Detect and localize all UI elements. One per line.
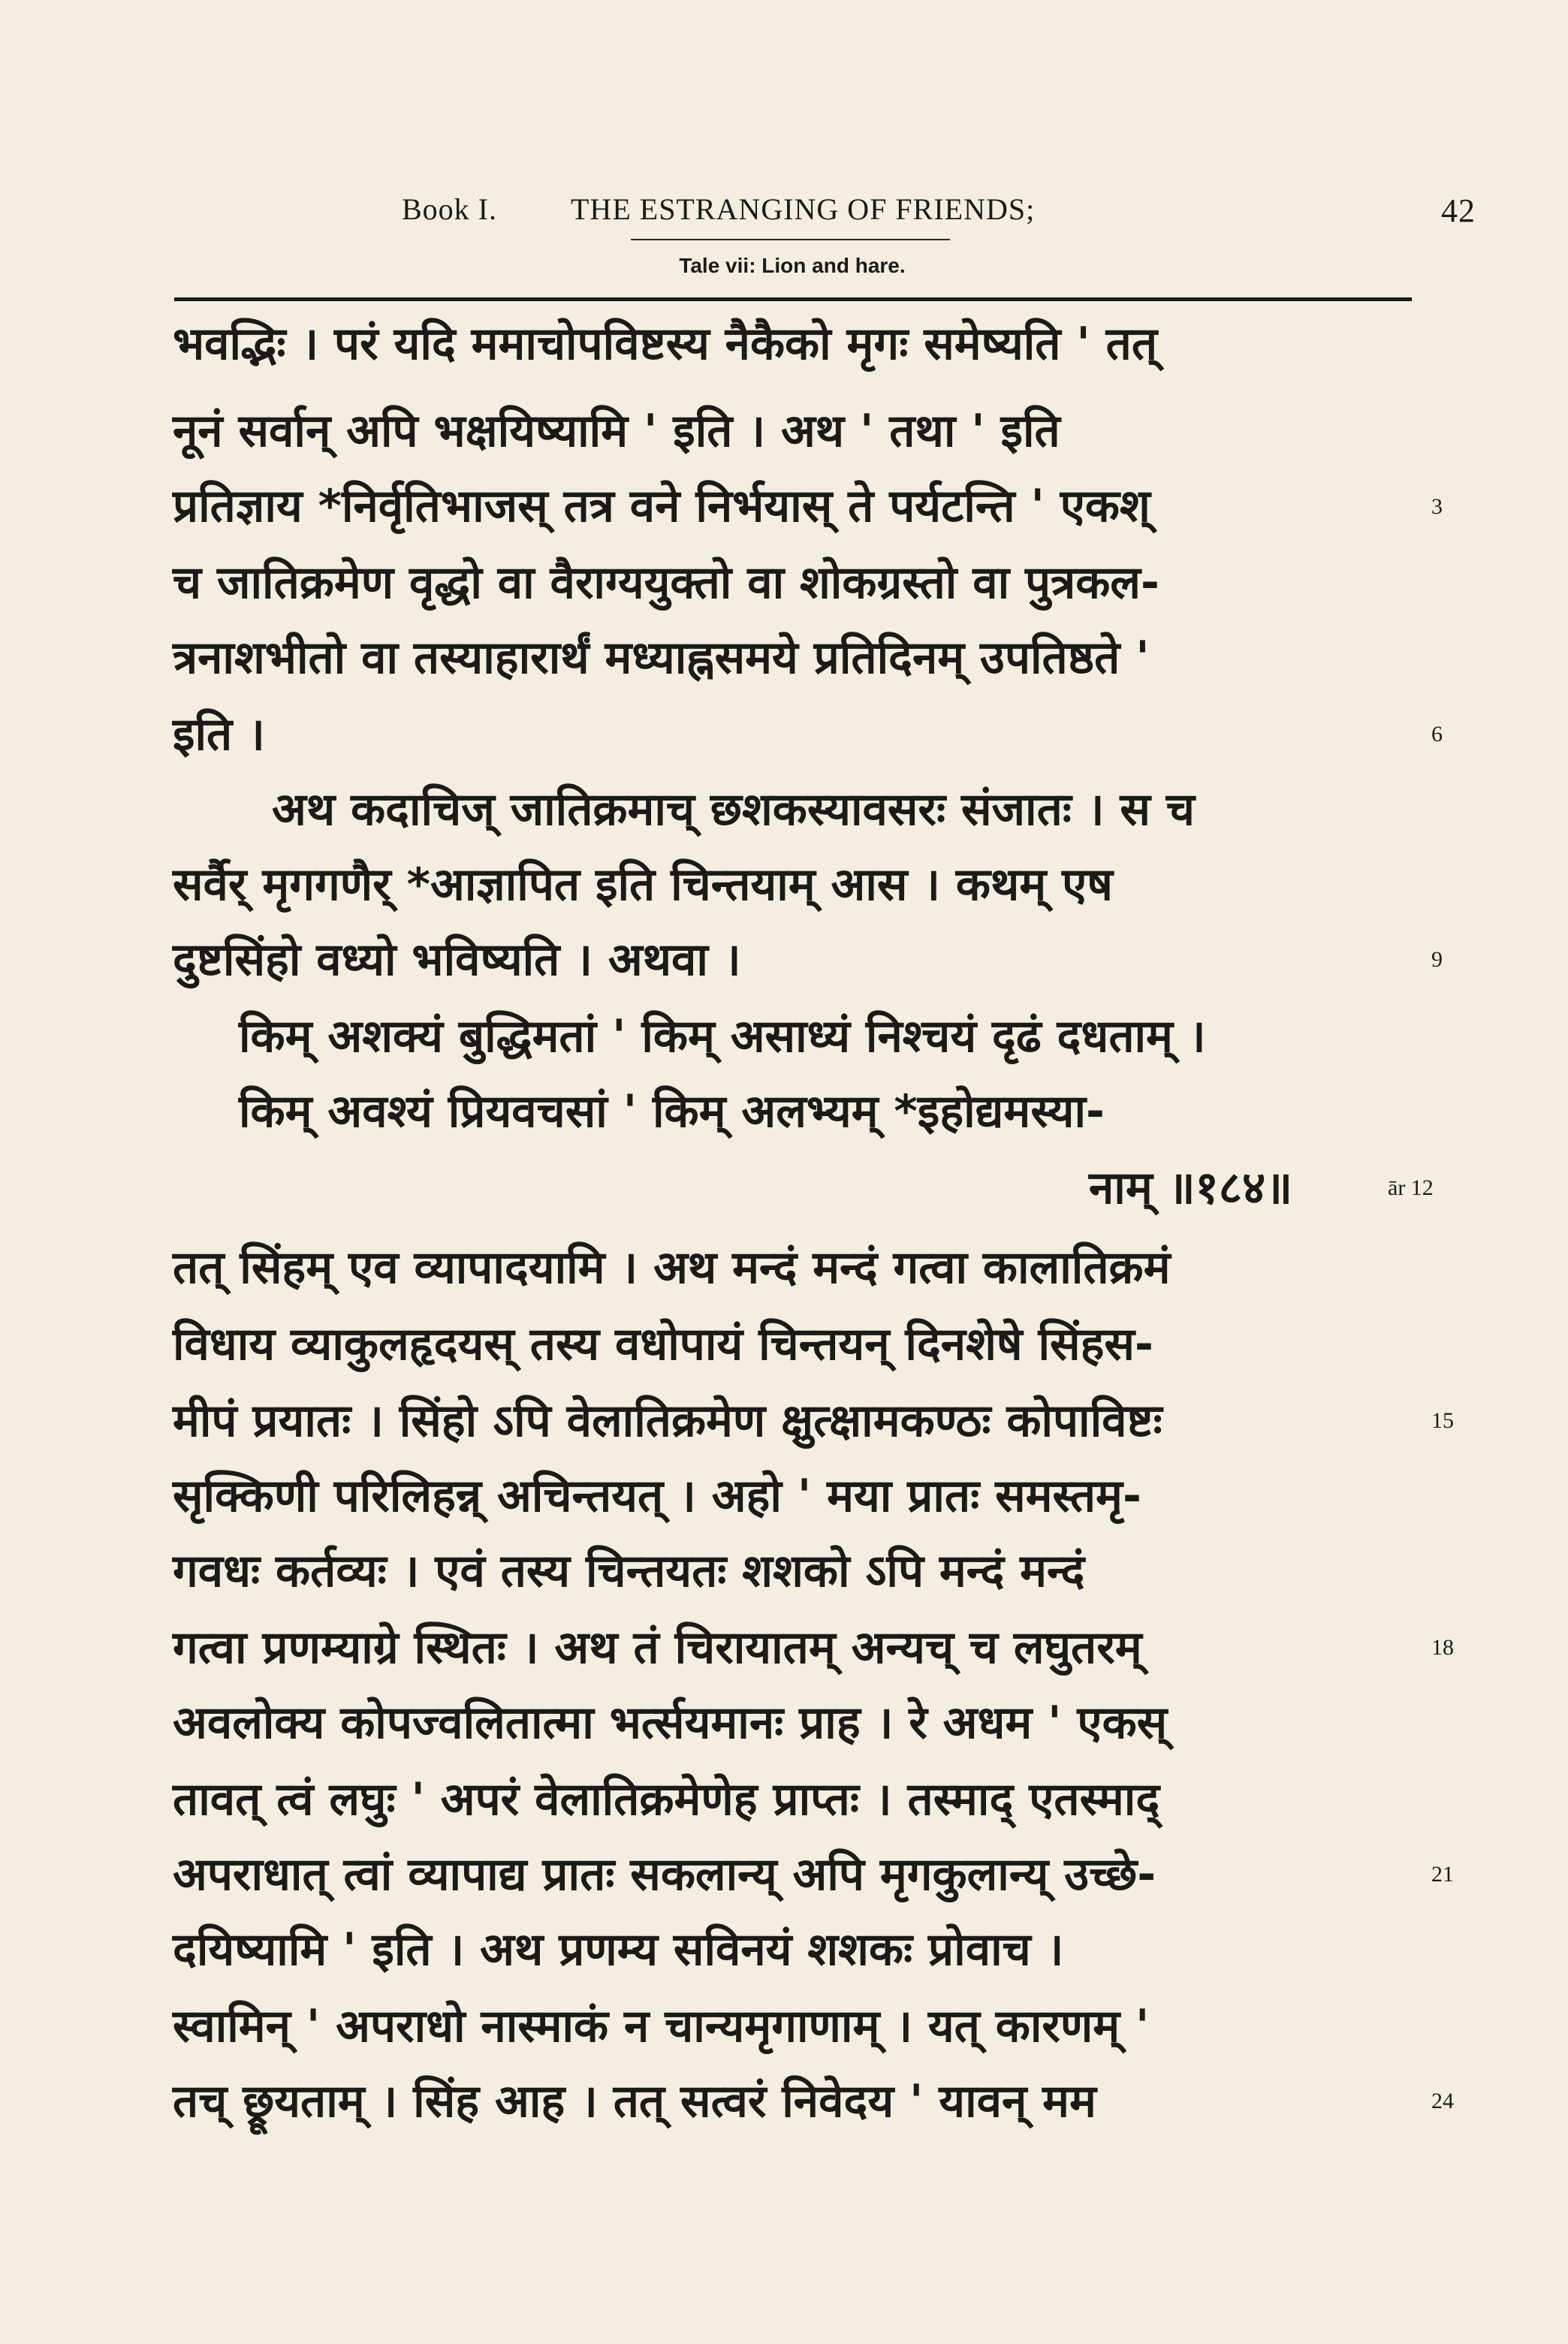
header-rule: [174, 297, 1412, 301]
text-line: त्रनाशभीतो वा तस्याहारार्थं मध्याह्नसमये प्रतिदिनम् उपतिष्ठते ': [173, 632, 1150, 684]
text-line: गवधः कर्तव्यः । एवं तस्य चिन्तयतः शशको ऽपि मन्दं मन्दं: [173, 1545, 1085, 1597]
line-number: 24: [1431, 2089, 1454, 2113]
text-line: अवलोक्य कोपज्वलितात्मा भर्त्सयमानः प्राह । रे अधम ' एकस्: [173, 1697, 1168, 1749]
book-label: Book I.: [402, 192, 497, 226]
running-head: [402, 192, 1476, 229]
text-line: दयिष्यामि ' इति । अथ प्रणम्य सविनयं शशकः प्रोवाच ।: [173, 1923, 1064, 1976]
chapter-title: THE ESTRANGING OF FRIENDS;: [571, 192, 1036, 226]
text-line: भवद्भिः । परं यदि ममाचोपविष्टस्य नैकैको मृगः समेष्यति ' तत्: [173, 318, 1158, 370]
page-number: 42: [1441, 192, 1476, 229]
text-line: तावत् त्वं लघुः ' अपरं वेलातिक्रमेणेह प्राप्तः । तस्माद् एतस्माद्: [173, 1773, 1160, 1826]
line-number: 18: [1431, 1635, 1454, 1660]
verse-number-line: नाम् ॥१८४॥: [1089, 1162, 1293, 1214]
verse-line: किम् अवश्यं प्रियवचसां ' किम् अलभ्यम् *इहोद्यमस्या-: [239, 1085, 1105, 1138]
tale-subtitle: Tale vii: Lion and hare.: [679, 254, 906, 277]
text-line: च जातिक्रमेण वृद्धो वा वैराग्ययुक्तो वा शोकग्रस्तो वा पुत्रकल-: [173, 557, 1159, 609]
text-line: तच् छ्रूयताम् । सिंह आह । तत् सत्वरं निवेदय ' यावन् मम: [173, 2075, 1096, 2128]
text-line: गत्वा प्रणम्याग्रे स्थितः । अथ तं चिरायातम् अन्यच् च लघुतरम्: [173, 1621, 1142, 1674]
text-line: स्वामिन् ' अपराधो नास्माकं न चान्यमृगाणाम् । यत् कारणम् ': [173, 2000, 1150, 2053]
text-line: विधाय व्याकुलहृदयस् तस्य वधोपायं चिन्तयन् दिनशेषे सिंहस-: [173, 1318, 1153, 1371]
text-line: दुष्टसिंहो वध्यो भविष्यति । अथवा ।: [173, 934, 741, 986]
line-number: ār 12: [1388, 1175, 1434, 1200]
line-number: 9: [1431, 947, 1443, 972]
subhead-rule: [631, 239, 950, 240]
text-line: मीपं प्रयातः । सिंहो ऽपि वेलातिक्रमेण क्षुत्क्षामकण्ठः कोपाविष्टः: [173, 1395, 1162, 1447]
text-line: सर्वैर् मृगगणैर् *आज्ञापित इति चिन्तयाम् आस । कथम् एष: [173, 858, 1113, 911]
text-line: तत् सिंहम् एव व्यापादयामि । अथ मन्दं मन्दं गत्वा कालातिक्रमं: [173, 1241, 1171, 1294]
text-line: अथ कदाचिज् जातिक्रमाच् छशकस्यावसरः संजातः । स च: [272, 783, 1195, 836]
text-line: प्रतिज्ञाय *निर्वृतिभाजस् तत्र वने निर्भयास् ते पर्यटन्ति ' एकश्: [173, 480, 1150, 532]
line-number: 21: [1431, 1862, 1454, 1887]
line-number: 3: [1431, 494, 1443, 519]
text-line: सृक्किणी परिलिहन्न् अचिन्तयत् । अहो ' मया प्रातः समस्तमृ-: [173, 1470, 1141, 1522]
line-number: 15: [1431, 1408, 1454, 1433]
text-line: नूनं सर्वान् अपि भक्षयिष्यामि ' इति । अथ ' तथा ' इति: [173, 405, 1060, 457]
text-line: इति ।: [173, 708, 265, 761]
text-line: अपराधात् त्वां व्यापाद्य प्रातः सकलान्य् अपि मृगकुलान्य् उच्छे-: [173, 1848, 1156, 1901]
verse-line: किम् अशक्यं बुद्धिमतां ' किम् असाध्यं निश्चयं दृढं दधताम् ।: [239, 1010, 1206, 1063]
line-number: 6: [1431, 722, 1443, 747]
